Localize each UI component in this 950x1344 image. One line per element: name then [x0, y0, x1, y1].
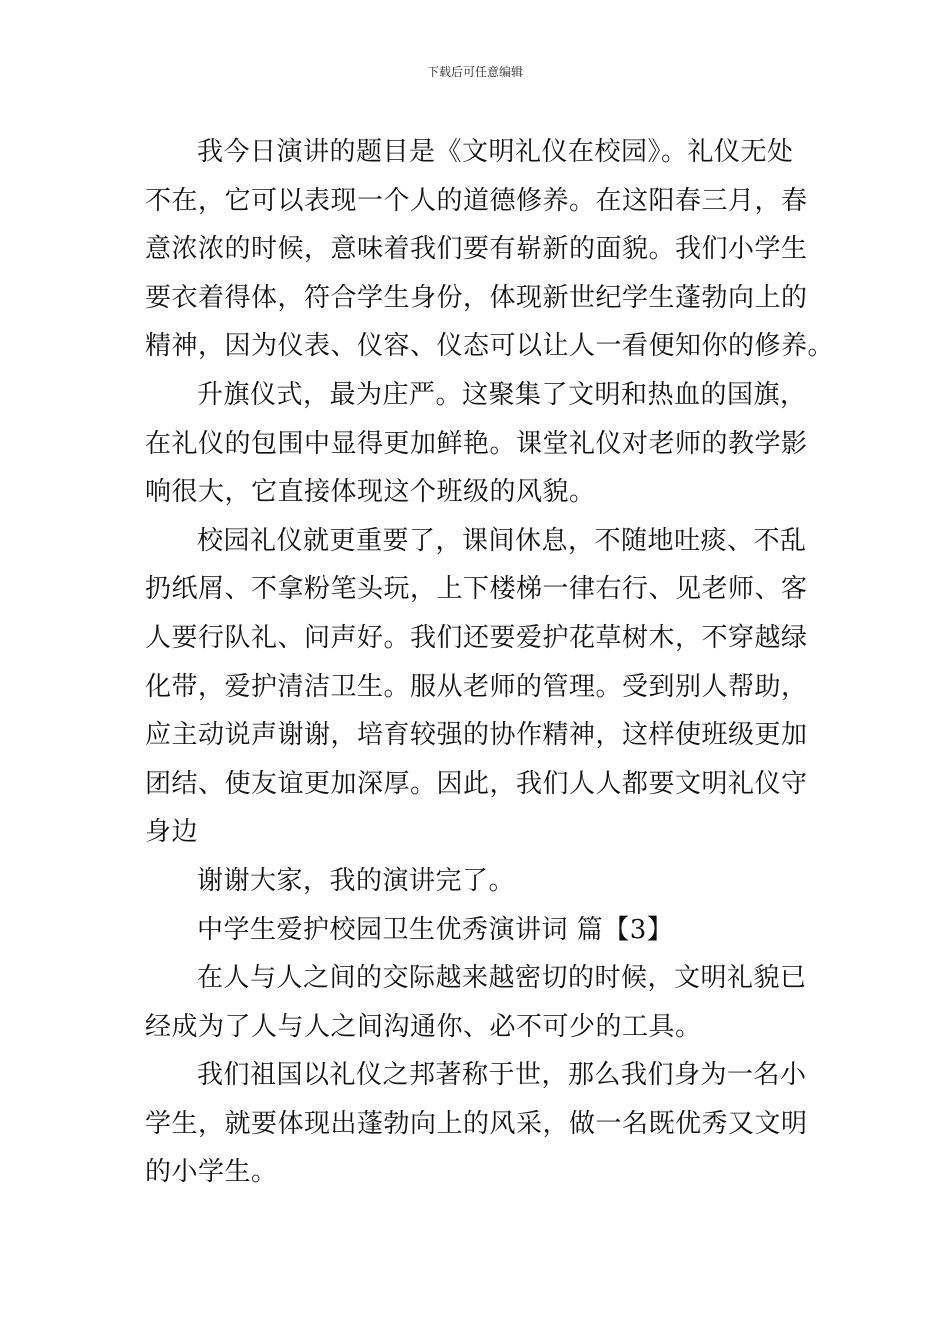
text-line: 不在，它可以表现一个人的道德修养。在这阳春三月，春 [145, 185, 808, 216]
text-line: 要衣着得体，符合学生身份，体现新世纪学生蓬勃向上的 [145, 282, 808, 313]
text-line: 扔纸屑、不拿粉笔头玩，上下楼梯一律右行、见老师、客 [145, 574, 808, 605]
text-line: 化带，爱护清洁卫生。服从老师的管理。受到别人帮助， [145, 671, 808, 702]
text-line: 升旗仪式，最为庄严。这聚集了文明和热血的国旗， [197, 379, 807, 410]
text-line: 人要行队礼、问声好。我们还要爱护花草树木，不穿越绿 [145, 622, 808, 653]
document-body [145, 128, 835, 1197]
text-line: 应主动说声谢谢，培育较强的协作精神，这样使班级更加 [145, 720, 808, 751]
text-line: 谢谢大家，我的演讲完了。 [197, 865, 516, 896]
text-line: 经成为了人与人之间沟通你、必不可少的工具。 [145, 1011, 702, 1042]
page-header: 下载后可任意编辑 [426, 65, 523, 79]
text-line: 精神，因为仪表、仪容、仪态可以让人一看便知你的修养。 [145, 331, 835, 362]
text-line: 响很大，它直接体现这个班级的风貌。 [145, 477, 596, 508]
text-line: 学生，就要体现出蓬勃向上的风采，做一名既优秀又文明 [145, 1108, 808, 1139]
text-line: 意浓浓的时候，意味着我们要有崭新的面貌。我们小学生 [145, 234, 808, 265]
text-line: 我们祖国以礼仪之邦著称于世，那么我们身为一名小 [197, 1060, 807, 1091]
text-line: 我今日演讲的题目是《文明礼仪在校园》。礼仪无处 [197, 137, 794, 167]
text-line: 校园礼仪就更重要了，课间休息，不随地吐痰、不乱 [197, 525, 807, 556]
text-line: 的小学生。 [145, 1157, 278, 1188]
section-heading: 中学生爱护校园卫生优秀演讲词 篇【3】 [197, 914, 674, 945]
text-line: 在人与人之间的交际越来越密切的时候，文明礼貌已 [197, 963, 807, 994]
text-line: 在礼仪的包围中显得更加鲜艳。课堂礼仪对老师的教学影 [145, 428, 808, 459]
text-line: 身边 [145, 817, 199, 848]
text-line: 团结、使友谊更加深厚。因此，我们人人都要文明礼仪守 [145, 768, 808, 799]
